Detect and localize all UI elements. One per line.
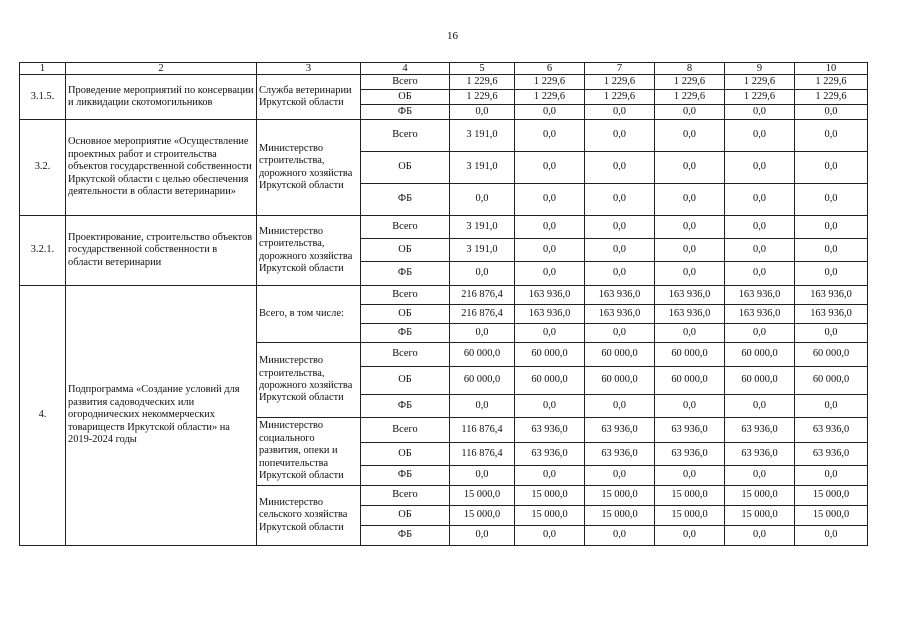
amount-cell: 15 000,0 [725,506,795,526]
funding-source: Всего [361,75,450,90]
amount-cell: 60 000,0 [725,367,795,395]
amount-cell: 0,0 [585,324,655,343]
amount-cell: 163 936,0 [515,286,585,305]
amount-cell: 63 936,0 [655,418,725,443]
funding-source: ФБ [361,526,450,546]
amount-cell: 1 229,6 [515,75,585,90]
amount-cell: 3 191,0 [450,152,515,184]
amount-cell: 0,0 [725,216,795,239]
amount-cell: 60 000,0 [450,343,515,367]
amount-cell: 60 000,0 [515,367,585,395]
amount-cell: 60 000,0 [450,367,515,395]
budget-table [19,62,868,546]
amount-cell: 0,0 [795,466,868,486]
executor: Министерство строительства, дорожного хозяйства Иркутской области [257,120,361,216]
amount-cell: 216 876,4 [450,286,515,305]
amount-cell: 0,0 [450,395,515,418]
funding-source: ОБ [361,239,450,262]
amount-cell: 0,0 [515,216,585,239]
executor: Министерство сельского хозяйства Иркутской области [257,486,361,546]
amount-cell: 0,0 [655,120,725,152]
table-row [20,120,868,152]
amount-cell: 0,0 [515,152,585,184]
amount-cell: 0,0 [515,395,585,418]
amount-cell: 63 936,0 [725,418,795,443]
amount-cell: 1 229,6 [450,75,515,90]
funding-source: ОБ [361,367,450,395]
column-number: 9 [725,63,795,75]
amount-cell: 0,0 [450,105,515,120]
amount-cell: 60 000,0 [655,343,725,367]
amount-cell: 0,0 [655,324,725,343]
amount-cell: 1 229,6 [585,90,655,105]
amount-cell: 63 936,0 [585,418,655,443]
amount-cell: 116 876,4 [450,443,515,466]
amount-cell: 0,0 [585,184,655,216]
amount-cell: 0,0 [585,526,655,546]
funding-source: ФБ [361,395,450,418]
executor: Министерство строительства, дорожного хозяйства Иркутской области [257,216,361,286]
amount-cell: 0,0 [450,324,515,343]
table-row [20,75,868,90]
amount-cell: 0,0 [450,466,515,486]
amount-cell: 116 876,4 [450,418,515,443]
amount-cell: 3 191,0 [450,120,515,152]
amount-cell: 1 229,6 [515,90,585,105]
table-row [20,216,868,239]
column-number: 3 [257,63,361,75]
amount-cell: 1 229,6 [655,90,725,105]
column-number: 6 [515,63,585,75]
amount-cell: 0,0 [655,216,725,239]
amount-cell: 60 000,0 [585,367,655,395]
amount-cell: 0,0 [795,239,868,262]
row-code: 3.2.1. [20,216,66,286]
amount-cell: 0,0 [450,184,515,216]
funding-source: ОБ [361,90,450,105]
amount-cell: 163 936,0 [655,286,725,305]
amount-cell: 15 000,0 [515,506,585,526]
amount-cell: 15 000,0 [725,486,795,506]
amount-cell: 0,0 [725,262,795,286]
amount-cell: 0,0 [515,466,585,486]
funding-source: ОБ [361,506,450,526]
amount-cell: 1 229,6 [725,75,795,90]
activity-name: Проведение мероприятий по консервации и ликвидации скотомогильников [66,75,257,120]
amount-cell: 163 936,0 [585,286,655,305]
amount-cell: 0,0 [725,466,795,486]
funding-source: ФБ [361,466,450,486]
funding-source: ОБ [361,305,450,324]
amount-cell: 0,0 [585,395,655,418]
amount-cell: 0,0 [725,184,795,216]
amount-cell: 15 000,0 [585,506,655,526]
column-number: 5 [450,63,515,75]
funding-source: ФБ [361,105,450,120]
amount-cell: 1 229,6 [795,75,868,90]
funding-source: Всего [361,120,450,152]
funding-source: Всего [361,286,450,305]
column-number: 8 [655,63,725,75]
amount-cell: 0,0 [450,526,515,546]
amount-cell: 60 000,0 [585,343,655,367]
amount-cell: 0,0 [725,395,795,418]
amount-cell: 0,0 [515,262,585,286]
column-number: 4 [361,63,450,75]
amount-cell: 163 936,0 [725,305,795,324]
funding-source: Всего [361,486,450,506]
amount-cell: 0,0 [795,184,868,216]
funding-source: ОБ [361,443,450,466]
amount-cell: 0,0 [585,152,655,184]
amount-cell: 0,0 [515,324,585,343]
amount-cell: 163 936,0 [725,286,795,305]
amount-cell: 63 936,0 [795,443,868,466]
amount-cell: 3 191,0 [450,216,515,239]
amount-cell: 0,0 [655,239,725,262]
amount-cell: 0,0 [795,216,868,239]
amount-cell: 0,0 [795,105,868,120]
amount-cell: 1 229,6 [655,75,725,90]
amount-cell: 15 000,0 [450,506,515,526]
amount-cell: 0,0 [725,105,795,120]
amount-cell: 60 000,0 [795,367,868,395]
amount-cell: 0,0 [795,120,868,152]
amount-cell: 15 000,0 [515,486,585,506]
column-number-row [20,63,868,75]
row-code: 3.1.5. [20,75,66,120]
amount-cell: 0,0 [655,184,725,216]
amount-cell: 1 229,6 [725,90,795,105]
amount-cell: 15 000,0 [585,486,655,506]
amount-cell: 63 936,0 [585,443,655,466]
amount-cell: 0,0 [585,216,655,239]
amount-cell: 0,0 [725,120,795,152]
amount-cell: 0,0 [515,105,585,120]
amount-cell: 15 000,0 [795,486,868,506]
funding-source: ФБ [361,262,450,286]
page-number: 16 [447,30,458,42]
amount-cell: 0,0 [795,152,868,184]
amount-cell: 0,0 [725,239,795,262]
amount-cell: 0,0 [725,324,795,343]
amount-cell: 216 876,4 [450,305,515,324]
amount-cell: 0,0 [655,105,725,120]
amount-cell: 1 229,6 [585,75,655,90]
amount-cell: 0,0 [585,239,655,262]
amount-cell: 0,0 [450,262,515,286]
column-number: 1 [20,63,66,75]
amount-cell: 163 936,0 [795,305,868,324]
funding-source: ФБ [361,324,450,343]
executor: Служба ветеринарии Иркутской области [257,75,361,120]
executor: Министерство социального развития, опеки и попечительства Иркутской области [257,418,361,486]
amount-cell: 1 229,6 [450,90,515,105]
amount-cell: 63 936,0 [725,443,795,466]
amount-cell: 0,0 [585,466,655,486]
amount-cell: 60 000,0 [725,343,795,367]
amount-cell: 63 936,0 [515,443,585,466]
amount-cell: 0,0 [655,262,725,286]
amount-cell: 0,0 [585,262,655,286]
amount-cell: 0,0 [515,184,585,216]
row-code: 4. [20,286,66,546]
amount-cell: 0,0 [795,526,868,546]
funding-source: ФБ [361,184,450,216]
amount-cell: 0,0 [515,526,585,546]
amount-cell: 0,0 [515,239,585,262]
amount-cell: 15 000,0 [655,486,725,506]
amount-cell: 60 000,0 [795,343,868,367]
amount-cell: 0,0 [795,395,868,418]
table-row [20,286,868,305]
amount-cell: 0,0 [655,395,725,418]
amount-cell: 63 936,0 [655,443,725,466]
amount-cell: 1 229,6 [795,90,868,105]
amount-cell: 0,0 [725,526,795,546]
funding-source: ОБ [361,152,450,184]
funding-source: Всего [361,343,450,367]
amount-cell: 0,0 [515,120,585,152]
amount-cell: 0,0 [725,152,795,184]
amount-cell: 63 936,0 [795,418,868,443]
executor: Министерство строительства, дорожного хозяйства Иркутской области [257,343,361,418]
executor: Всего, в том числе: [257,286,361,343]
funding-source: Всего [361,216,450,239]
amount-cell: 0,0 [795,324,868,343]
activity-name: Основное мероприятие «Осуществление проектных работ и строительства объектов государственной собственности Иркутской области с целью обеспечения деятельности в области ветеринарии» [66,120,257,216]
row-code: 3.2. [20,120,66,216]
column-number: 2 [66,63,257,75]
amount-cell: 60 000,0 [655,367,725,395]
amount-cell: 60 000,0 [515,343,585,367]
amount-cell: 0,0 [585,120,655,152]
table-body [20,75,868,546]
amount-cell: 3 191,0 [450,239,515,262]
amount-cell: 0,0 [585,105,655,120]
amount-cell: 15 000,0 [450,486,515,506]
column-number: 10 [795,63,868,75]
column-number: 7 [585,63,655,75]
funding-source: Всего [361,418,450,443]
activity-name: Подпрограмма «Создание условий для развития садоводческих или огороднических некоммерческих товариществ Иркутской области» на 2019-2024 годы [66,286,257,546]
amount-cell: 0,0 [655,466,725,486]
amount-cell: 163 936,0 [515,305,585,324]
amount-cell: 163 936,0 [795,286,868,305]
amount-cell: 0,0 [655,526,725,546]
amount-cell: 15 000,0 [795,506,868,526]
amount-cell: 15 000,0 [655,506,725,526]
activity-name: Проектирование, строительство объектов государственной собственности в области ветеринарии [66,216,257,286]
amount-cell: 163 936,0 [585,305,655,324]
amount-cell: 0,0 [795,262,868,286]
amount-cell: 0,0 [655,152,725,184]
amount-cell: 63 936,0 [515,418,585,443]
amount-cell: 163 936,0 [655,305,725,324]
